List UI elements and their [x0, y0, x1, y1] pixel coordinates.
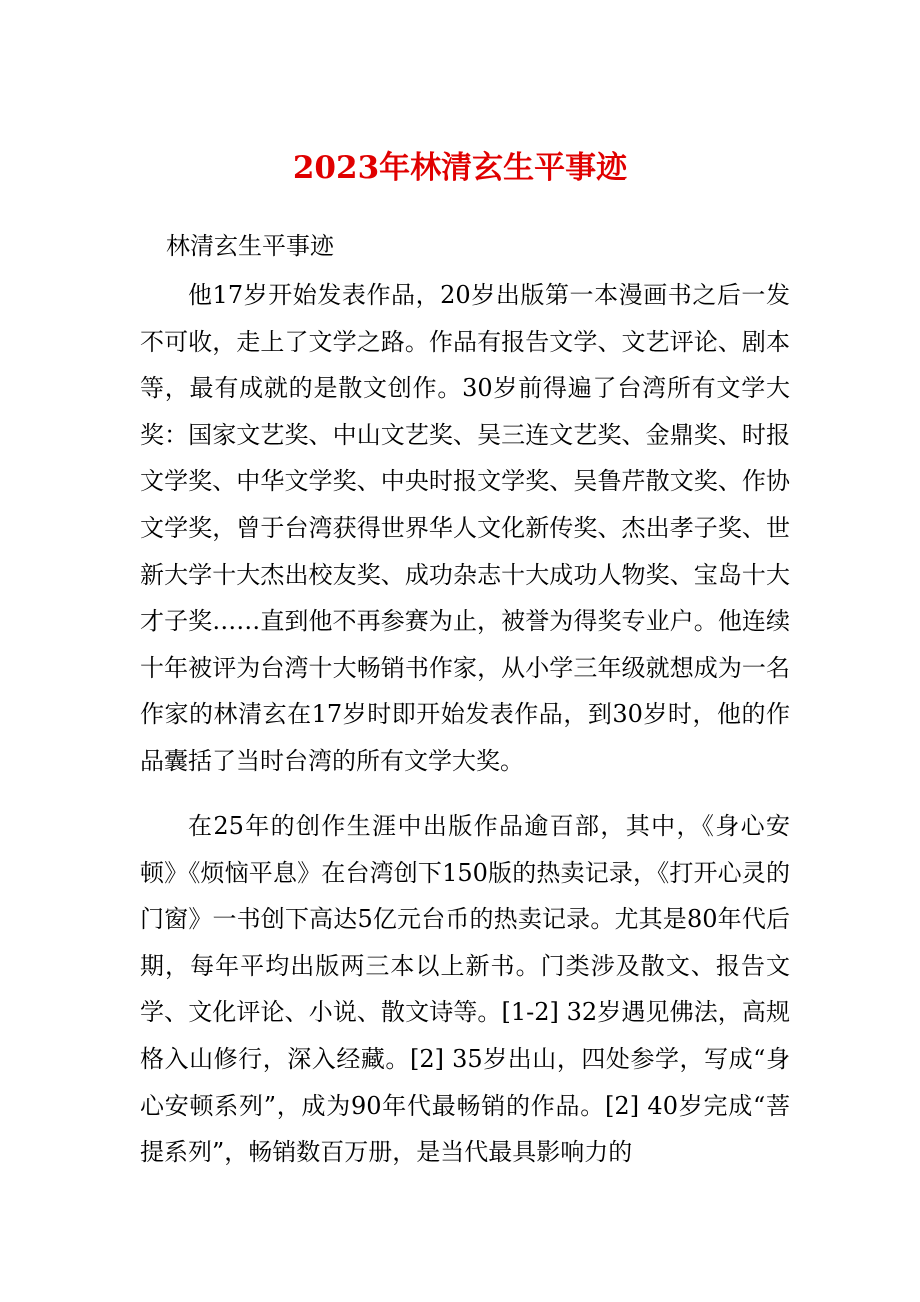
- document-title: 2023年林清玄生平事迹: [292, 150, 628, 186]
- document-subheading: 林清玄生平事迹: [166, 232, 334, 260]
- paragraph-1: 他17岁开始发表作品，20岁出版第一本漫画书之后一发不可收，走上了文学之路。作品有报告文学、文艺评论、剧本等，最有成就的是散文创作。30岁前得遍了台湾所有文学大奖：国家文艺奖、中山文艺奖、吴三连文艺奖、金鼎奖、时报文学奖、中华文学奖、中央时报文学奖、吴鲁芹散文奖、作协文学奖，曾于台湾获得世界华人文化新传奖、杰出孝子奖、世新大学十大杰出校友奖、成功杂志十大成功人物奖、宝岛十大才子奖……直到他不再参赛为止，被誉为得奖专业户。他连续十年被评为台湾十大畅销书作家，从小学三年级就想成为一名作家的林清玄在17岁时即开始发表作品，到30岁时，他的作品囊括了当时台湾的所有文学大奖。: [140, 281, 790, 775]
- paragraph-2: 在25年的创作生涯中出版作品逾百部，其中，《身心安顿》《烦恼平息》在台湾创下150版的热卖记录，《打开心灵的门窗》一书创下高达5亿元台币的热卖记录。尤其是80年代后期，每年平均出版两三本以上新书。门类涉及散文、报告文学、文化评论、小说、散文诗等。[1-2] 32岁遇见佛法，高规格入山修行，深入经藏。[2] 35岁出山，四处参学，写成“身心安顿系列”，成为90年代最畅销的作品。[2] 40岁完成“菩提系列”，畅销数百万册，是当代最具影响力的: [140, 812, 790, 1167]
